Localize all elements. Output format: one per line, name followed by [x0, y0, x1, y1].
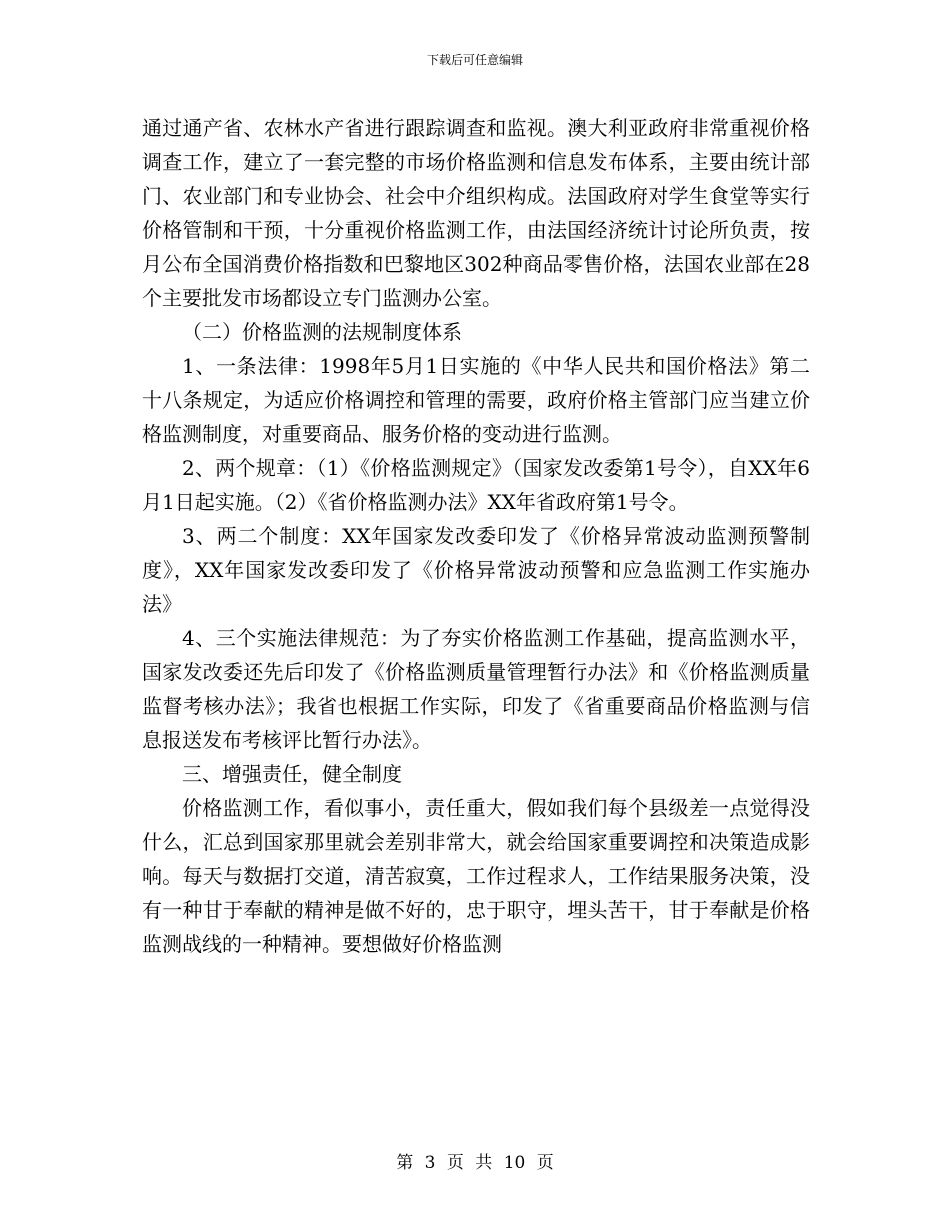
- page-header: 下载后可任意编辑: [426, 53, 523, 67]
- section-heading-responsibility: 三、增强责任，健全制度: [182, 762, 402, 786]
- document-body: [142, 111, 810, 961]
- paragraph-foreign-price-monitoring: 通过通产省、农林水产省进行跟踪调查和监视。澳大利亚政府非常重视价格调查工作，建立了一套完整的市场价格监测和信息发布体系，主要由统计部门、农业部门和专业协会、社会中介组织构成。法国政府对学生食堂等实行价格管制和干预，十分重视价格监测工作，由法国经济统计讨论所负责，按月公布全国消费价格指数和巴黎地区302种商品零售价格，法国农业部在28个主要批发市场都设立专门监测办公室。: [142, 116, 810, 310]
- paragraph-two-regulations: 2、两个规章：（1）《价格监测规定》（国家发改委第1号令），自XX年6月1日起实施。（2）《省价格监测办法》XX年省政府第1号令。: [142, 456, 810, 514]
- page-number-footer: 第 3 页 共 10 页: [396, 1153, 554, 1173]
- paragraph-price-law: 1、一条法律：1998年5月1日实施的《中华人民共和国价格法》第二十八条规定，为适应价格调控和管理的需要，政府价格主管部门应当建立价格监测制度，对重要商品、服务价格的变动进行监测。: [142, 354, 810, 446]
- paragraph-implementation-norms: 4、三个实施法律规范：为了夯实价格监测工作基础，提高监测水平，国家发改委还先后印发了《价格监测质量管理暂行办法》和《价格监测质量监督考核办法》；我省也根据工作实际，印发了《省重要商品价格监测与信息报送发布考核评比暂行办法》。: [142, 626, 810, 752]
- paragraph-two-systems: 3、两二个制度：XX年国家发改委印发了《价格异常波动监测预警制度》，XX年国家发改委印发了《价格异常波动预警和应急监测工作实施办法》: [142, 524, 810, 616]
- section-heading-legal-system: （二）价格监测的法规制度体系: [182, 320, 462, 344]
- paragraph-monitoring-responsibility: 价格监测工作，看似事小，责任重大，假如我们每个县级差一点觉得没什么，汇总到国家那里就会差别非常大，就会给国家重要调控和决策造成影响。每天与数据打交道，清苦寂寞，工作过程求人，工作结果服务决策，没有一种甘于奉献的精神是做不好的，忠于职守，埋头苦干，甘于奉献是价格监测战线的一种精神。要想做好价格监测: [142, 796, 810, 956]
